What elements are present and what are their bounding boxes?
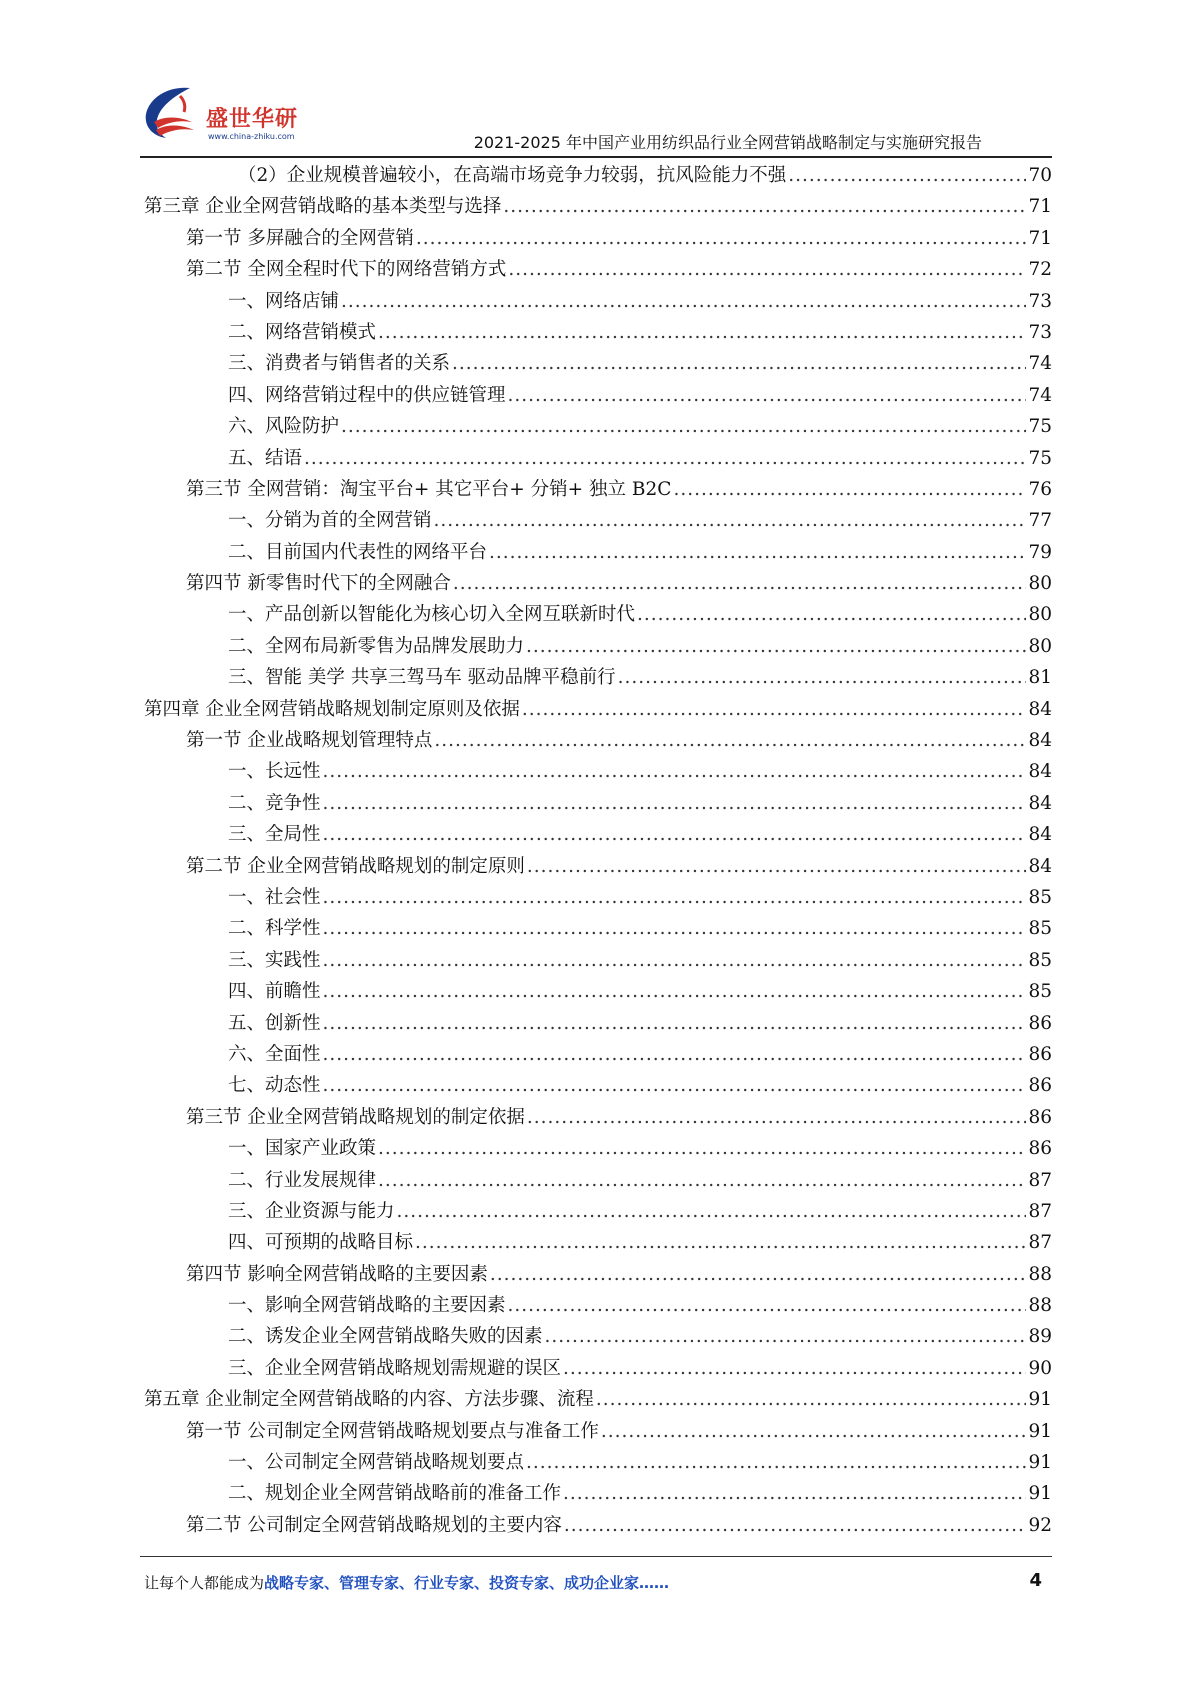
toc-entry-title: 第三节 企业全网营销战略规划的制定依据 [186, 1106, 525, 1128]
report-title: 2021-2025 年中国产业用纺织品行业全网营销战略制定与实施研究报告 [473, 133, 982, 152]
toc-leader-dots [596, 1384, 1027, 1415]
toc-entry[interactable] [140, 537, 1052, 568]
toc-entry[interactable] [140, 1353, 1052, 1384]
toc-entry-page: 85 [1028, 918, 1052, 940]
toc-entry-title: 第一节 公司制定全网营销战略规划要点与准备工作 [186, 1420, 599, 1442]
toc-entry-title: 三、智能 美学 共享三驾马车 驱动品牌平稳前行 [228, 667, 616, 689]
toc-leader-dots [323, 882, 1027, 913]
toc-entry-title: 一、社会性 [228, 886, 321, 908]
toc-entry[interactable] [140, 160, 1052, 191]
toc-entry[interactable] [140, 976, 1052, 1007]
toc-leader-dots [416, 223, 1027, 254]
toc-leader-dots [508, 1290, 1027, 1321]
toc-entry-page: 80 [1028, 635, 1052, 657]
toc-leader-dots [545, 1321, 1027, 1352]
toc-entry[interactable] [140, 254, 1052, 285]
toc-entry[interactable] [140, 1510, 1052, 1541]
toc-leader-dots [526, 631, 1026, 662]
toc-leader-dots [397, 1196, 1027, 1227]
toc-entry-page: 70 [1028, 165, 1052, 186]
toc-entry-title: 五、结语 [228, 447, 303, 469]
toc-entry[interactable] [140, 1070, 1052, 1101]
toc-entry[interactable] [140, 1416, 1052, 1447]
toc-entry[interactable] [140, 1133, 1052, 1164]
toc-entry[interactable] [140, 568, 1052, 599]
toc-entry[interactable] [140, 756, 1052, 787]
toc-entry[interactable] [140, 631, 1052, 662]
toc-entry-page: 77 [1028, 510, 1052, 532]
toc-leader-dots [323, 1039, 1027, 1070]
toc-entry-title: 四、可预期的战略目标 [228, 1232, 414, 1254]
toc-entry[interactable] [140, 505, 1052, 536]
toc-leader-dots [527, 1102, 1027, 1133]
toc-entry[interactable] [140, 1196, 1052, 1227]
toc-entry-title: 二、诱发企业全网营销战略失败的因素 [228, 1326, 543, 1348]
toc-leader-dots [323, 913, 1027, 944]
brand-logo [140, 82, 340, 148]
toc-entry-page: 87 [1028, 1169, 1052, 1191]
toc-entry-title: 一、分销为首的全网营销 [228, 510, 432, 532]
footer-divider [140, 1556, 1052, 1557]
toc-entry[interactable] [140, 286, 1052, 317]
toc-entry-page: 80 [1028, 573, 1052, 595]
slogan-highlight: 战略专家、管理专家、行业专家、投资专家、成功企业家…… [264, 1574, 670, 1592]
toc-entry-title: 一、影响全网营销战略的主要因素 [228, 1295, 506, 1317]
toc-entry-title: 三、企业全网营销战略规划需规避的误区 [228, 1357, 562, 1379]
toc-leader-dots [601, 1416, 1027, 1447]
toc-entry-page: 84 [1028, 730, 1052, 752]
toc-entry-page: 87 [1028, 1232, 1052, 1254]
toc-leader-dots [490, 1259, 1027, 1290]
toc-entry[interactable] [140, 1165, 1052, 1196]
toc-entry-title: 一、国家产业政策 [228, 1138, 377, 1160]
toc-entry-title: （2）企业规模普遍较小，在高端市场竞争力较弱，抗风险能力不强 [238, 165, 787, 186]
toc-entry-title: 二、行业发展规律 [228, 1169, 377, 1191]
logo-swoosh-icon [140, 82, 204, 144]
toc-entry-title: 六、全面性 [228, 1043, 321, 1065]
toc-entry-page: 72 [1028, 259, 1052, 281]
toc-leader-dots [434, 725, 1026, 756]
toc-entry-title: 第四节 影响全网营销战略的主要因素 [186, 1263, 488, 1285]
table-of-contents [140, 160, 1052, 1541]
toc-entry-page: 87 [1028, 1200, 1052, 1222]
toc-entry-page: 75 [1028, 416, 1052, 438]
toc-entry-page: 86 [1028, 1012, 1052, 1034]
header-divider [140, 156, 1052, 158]
toc-entry-title: 一、网络店铺 [228, 290, 340, 312]
toc-entry[interactable] [140, 474, 1052, 505]
toc-entry-page: 85 [1028, 886, 1052, 908]
toc-entry[interactable] [140, 913, 1052, 944]
toc-entry-page: 80 [1028, 604, 1052, 626]
toc-entry[interactable] [140, 1039, 1052, 1070]
toc-leader-dots [341, 411, 1026, 442]
toc-entry[interactable] [140, 851, 1052, 882]
toc-entry-page: 85 [1028, 949, 1052, 971]
toc-entry[interactable] [140, 1478, 1052, 1509]
toc-entry-title: 第五章 企业制定全网营销战略的内容、方法步骤、流程 [144, 1389, 594, 1411]
toc-leader-dots [489, 537, 1026, 568]
toc-entry-title: 一、产品创新以智能化为核心切入全网互联新时代 [228, 604, 636, 626]
toc-entry-page: 86 [1028, 1106, 1052, 1128]
toc-entry-title: 第三章 企业全网营销战略的基本类型与选择 [144, 196, 502, 218]
toc-entry-title: 第四节 新零售时代下的全网融合 [186, 573, 451, 595]
toc-entry-title: 五、创新性 [228, 1012, 321, 1034]
toc-leader-dots [323, 945, 1027, 976]
toc-entry-title: 第二节 全网全程时代下的网络营销方式 [186, 259, 507, 281]
toc-leader-dots [378, 1165, 1026, 1196]
toc-entry-page: 75 [1028, 447, 1052, 469]
toc-leader-dots [323, 1070, 1027, 1101]
toc-entry[interactable] [140, 788, 1052, 819]
toc-entry[interactable] [140, 882, 1052, 913]
toc-leader-dots [503, 191, 1026, 222]
toc-entry-title: 第四章 企业全网营销战略规划制定原则及依据 [144, 698, 520, 720]
toc-entry-page: 91 [1028, 1420, 1052, 1442]
toc-entry[interactable] [140, 411, 1052, 442]
toc-entry-title: 一、长远性 [228, 761, 321, 783]
toc-entry-page: 76 [1028, 478, 1052, 500]
toc-leader-dots [453, 568, 1027, 599]
toc-entry-title: 三、消费者与销售者的关系 [228, 353, 451, 375]
toc-leader-dots [323, 976, 1027, 1007]
toc-entry-page: 81 [1028, 667, 1052, 689]
toc-entry-page: 84 [1028, 855, 1052, 877]
toc-entry-title: 六、风险防护 [228, 416, 340, 438]
toc-entry[interactable] [140, 443, 1052, 474]
toc-entry-page: 91 [1028, 1483, 1052, 1505]
toc-entry-page: 86 [1028, 1075, 1052, 1097]
toc-entry-page: 74 [1028, 384, 1052, 406]
toc-entry-page: 84 [1028, 792, 1052, 814]
toc-leader-dots [452, 348, 1026, 379]
toc-entry[interactable] [140, 1321, 1052, 1352]
toc-entry-page: 91 [1028, 1389, 1052, 1411]
toc-entry-page: 86 [1028, 1043, 1052, 1065]
toc-entry[interactable] [140, 725, 1052, 756]
toc-entry-title: 二、规划企业全网营销战略前的准备工作 [228, 1483, 562, 1505]
toc-entry-title: 二、科学性 [228, 918, 321, 940]
toc-entry[interactable] [140, 1290, 1052, 1321]
toc-entry[interactable] [140, 380, 1052, 411]
toc-leader-dots [508, 254, 1026, 285]
toc-entry-title: 二、网络营销模式 [228, 321, 377, 343]
toc-entry-title: 第一节 多屏融合的全网营销 [186, 227, 414, 249]
page-footer [140, 1568, 1052, 1598]
toc-entry[interactable] [140, 945, 1052, 976]
toc-entry[interactable] [140, 317, 1052, 348]
toc-leader-dots [527, 851, 1027, 882]
toc-entry-title: 一、公司制定全网营销战略规划要点 [228, 1452, 525, 1474]
toc-leader-dots [563, 1478, 1026, 1509]
toc-entry-page: 84 [1028, 698, 1052, 720]
toc-entry-page: 90 [1028, 1357, 1052, 1379]
toc-entry[interactable] [140, 1102, 1052, 1133]
toc-leader-dots [673, 474, 1026, 505]
toc-entry-title: 二、竞争性 [228, 792, 321, 814]
toc-entry[interactable] [140, 348, 1052, 379]
toc-leader-dots [341, 286, 1026, 317]
toc-entry-title: 三、全局性 [228, 824, 321, 846]
toc-entry-page: 71 [1028, 227, 1052, 249]
toc-entry-title: 第二节 公司制定全网营销战略规划的主要内容 [186, 1514, 562, 1536]
toc-leader-dots [526, 1447, 1026, 1478]
toc-entry[interactable] [140, 1259, 1052, 1290]
toc-leader-dots [304, 443, 1026, 474]
toc-entry[interactable] [140, 223, 1052, 254]
toc-entry-title: 第二节 企业全网营销战略规划的制定原则 [186, 855, 525, 877]
page-number: 4 [1029, 1570, 1042, 1591]
toc-entry-page: 89 [1028, 1326, 1052, 1348]
toc-entry-page: 73 [1028, 321, 1052, 343]
toc-entry-title: 三、实践性 [228, 949, 321, 971]
toc-entry-page: 85 [1028, 981, 1052, 1003]
toc-entry[interactable] [140, 1227, 1052, 1258]
toc-entry-title: 第一节 企业战略规划管理特点 [186, 730, 433, 752]
toc-leader-dots [323, 756, 1027, 787]
toc-leader-dots [788, 160, 1026, 191]
toc-entry-page: 84 [1028, 761, 1052, 783]
toc-leader-dots [508, 380, 1027, 411]
toc-entry-title: 三、企业资源与能力 [228, 1200, 395, 1222]
toc-entry-title: 七、动态性 [228, 1075, 321, 1097]
footer-slogan [144, 1572, 669, 1593]
toc-entry-page: 88 [1028, 1263, 1052, 1285]
toc-entry-title: 四、网络营销过程中的供应链管理 [228, 384, 506, 406]
toc-entry-title: 第三节 全网营销：淘宝平台+ 其它平台+ 分销+ 独立 B2C [186, 478, 672, 500]
toc-entry[interactable] [140, 694, 1052, 725]
toc-entry[interactable] [140, 599, 1052, 630]
toc-leader-dots [378, 1133, 1026, 1164]
toc-entry[interactable] [140, 1447, 1052, 1478]
toc-leader-dots [323, 1008, 1027, 1039]
toc-entry[interactable] [140, 819, 1052, 850]
toc-leader-dots [564, 1510, 1027, 1541]
toc-leader-dots [618, 662, 1027, 693]
toc-leader-dots [563, 1353, 1026, 1384]
toc-entry-page: 86 [1028, 1138, 1052, 1160]
toc-entry-title: 二、全网布局新零售为品牌发展助力 [228, 635, 525, 657]
toc-entry-page: 92 [1028, 1514, 1052, 1536]
toc-leader-dots [415, 1227, 1026, 1258]
toc-entry-page: 84 [1028, 824, 1052, 846]
toc-entry[interactable] [140, 1384, 1052, 1415]
toc-leader-dots [323, 819, 1027, 850]
toc-entry-page: 79 [1028, 541, 1052, 563]
toc-leader-dots [434, 505, 1027, 536]
toc-entry-page: 73 [1028, 290, 1052, 312]
toc-entry-page: 71 [1028, 196, 1052, 218]
toc-leader-dots [378, 317, 1026, 348]
slogan-prefix: 让每个人都能成为 [144, 1574, 265, 1592]
toc-entry[interactable] [140, 1008, 1052, 1039]
toc-entry[interactable] [140, 662, 1052, 693]
toc-entry-page: 91 [1028, 1452, 1052, 1474]
toc-leader-dots [637, 599, 1026, 630]
logo-url: www.china-zhiku.com [208, 132, 295, 141]
toc-entry[interactable] [140, 191, 1052, 222]
logo-name: 盛世华研 [206, 107, 299, 132]
toc-entry-page: 74 [1028, 353, 1052, 375]
toc-entry-title: 二、目前国内代表性的网络平台 [228, 541, 488, 563]
toc-entry-title: 四、前瞻性 [228, 981, 321, 1003]
toc-leader-dots [522, 694, 1027, 725]
toc-entry-page: 88 [1028, 1295, 1052, 1317]
page-header [140, 80, 1052, 154]
toc-leader-dots [323, 788, 1027, 819]
